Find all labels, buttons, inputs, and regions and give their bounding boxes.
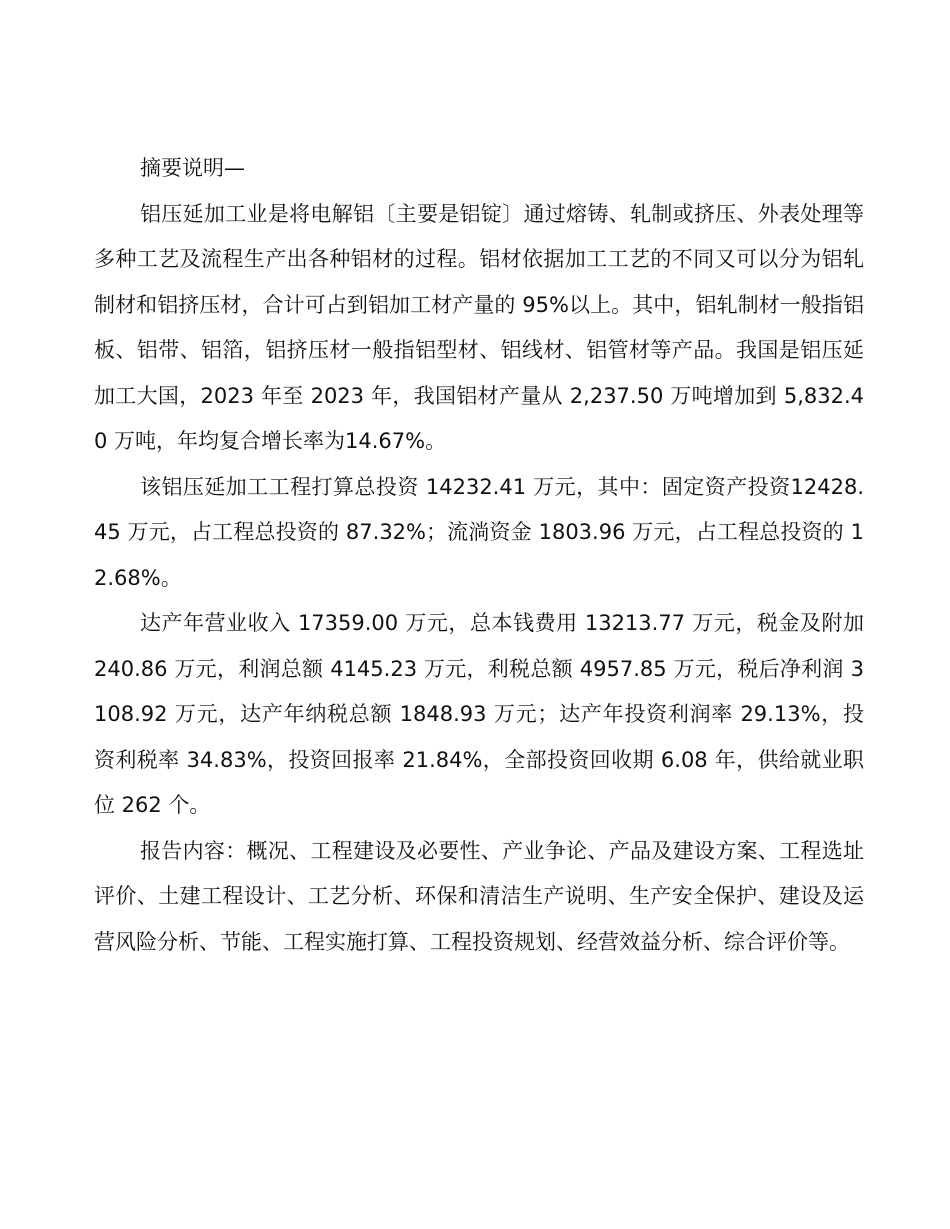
paragraph-investment: 该铝压延加工工程打算总投资 14232.41 万元，其中：固定资产投资12428.45 万元，占工程总投资的 87.32%；流淌资金 1803.96 万元，占工程总投资的 12.68%。 bbox=[94, 474, 864, 590]
document-body bbox=[94, 146, 864, 965]
paragraph-report-contents: 报告内容：概况、工程建设及必要性、产业争论、产品及建设方案、工程选址评价、土建工程设计、工艺分析、环保和清洁生产说明、生产安全保护、建设及运营风险分析、节能、工程实施打算、工程投资规划、经营效益分析、综合评价等。 bbox=[94, 838, 864, 954]
abstract-heading: 摘要说明— bbox=[140, 156, 245, 180]
paragraph-industry-overview: 铝压延加工业是将电解铝〔主要是铝锭〕通过熔铸、轧制或挤压、外表处理等多种工艺及流程生产出各种铝材的过程。铝材依据加工工艺的不同又可以分为铝轧制材和铝挤压材，合计可占到铝加工材产量的 95%以上。其中，铝轧制材一般指铝板、铝带、铝箔，铝挤压材一般指铝型材、铝线材、铝管材等产品。我国是铝压延加工大国，2023 年至 2023 年，我国铝材产量从 2,237.50 万吨增加到 5,832.40 万吨，年均复合增长率为14.67%。 bbox=[94, 201, 864, 453]
paragraph-financials: 达产年营业收入 17359.00 万元，总本钱费用 13213.77 万元，税金及附加 240.86 万元，利润总额 4145.23 万元，利税总额 4957.85 万元，税后净利润 3108.92 万元，达产年纳税总额 1848.93 万元；达产年投资利润率 29.13%，投资利税率 34.83%，投资回报率 21.84%，全部投资回收期 6.08 年，供给就业职位 262 个。 bbox=[94, 611, 864, 817]
